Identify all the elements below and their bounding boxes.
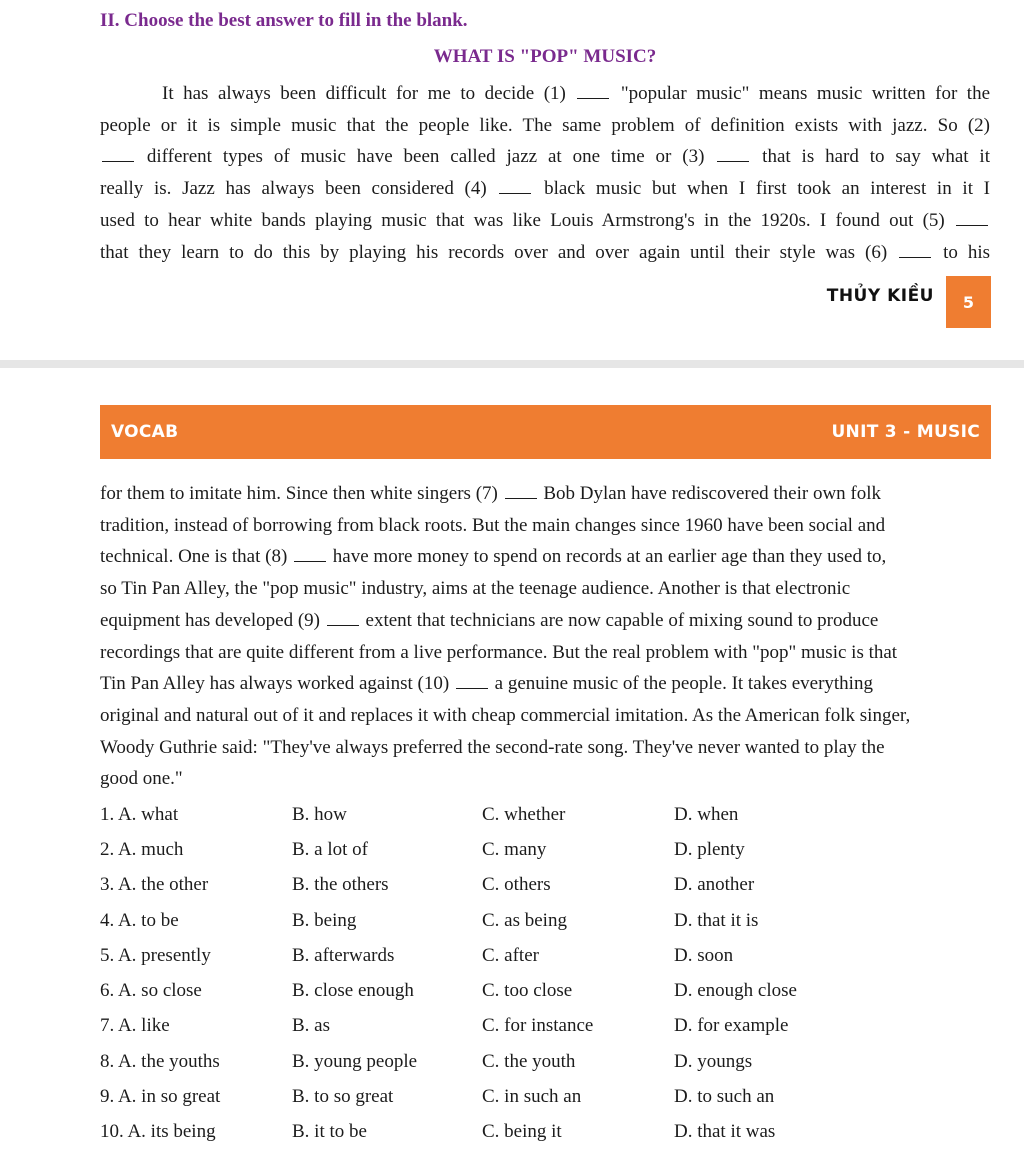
option-c[interactable]: C. being it [482, 1121, 562, 1143]
page-number-badge: 5 [946, 276, 991, 328]
option-c[interactable]: C. the youth [482, 1050, 576, 1072]
answer-blank [956, 224, 988, 226]
passage-line [100, 605, 990, 637]
answer-blank [577, 97, 609, 99]
option-a[interactable]: 7. A. like [100, 1015, 170, 1037]
question-6-options [100, 973, 1000, 1008]
passage-text: Bob Dylan have rediscovered their own folk [538, 483, 882, 504]
passage-text: good one." [100, 768, 183, 790]
footer-author: THỦY KIỀU [826, 286, 934, 306]
option-a[interactable]: 8. A. the youths [100, 1050, 220, 1072]
question-4-options [100, 903, 1000, 938]
option-b[interactable]: B. being [292, 909, 357, 931]
answer-blank [717, 160, 749, 162]
page-divider [0, 360, 1024, 368]
answer-blank [505, 497, 537, 499]
option-b[interactable]: B. young people [292, 1050, 418, 1072]
question-2-options [100, 832, 1000, 867]
option-d[interactable]: D. when [674, 803, 739, 825]
option-c[interactable]: C. after [482, 944, 539, 966]
question-9-options [100, 1079, 1000, 1114]
passage-text: a genuine music of the people. It takes everything [489, 673, 873, 695]
option-d[interactable]: D. soon [674, 944, 734, 966]
passage-text: really is. Jazz has always been considered (4) [100, 178, 498, 200]
option-b[interactable]: B. afterwards [292, 944, 395, 966]
question-5-options [100, 938, 1000, 973]
answer-blank [899, 256, 931, 258]
passage-line [100, 732, 990, 764]
passage-line [100, 78, 990, 110]
option-d[interactable]: D. to such an [674, 1086, 775, 1108]
option-b[interactable]: B. it to be [292, 1121, 367, 1143]
passage-title: WHAT IS "POP" MUSIC? [433, 46, 657, 67]
passage-line [100, 141, 990, 173]
answer-blank [294, 560, 326, 562]
answer-blank [499, 192, 531, 194]
vocab-banner [100, 405, 991, 459]
option-a[interactable]: 10. A. its being [100, 1121, 216, 1143]
option-c[interactable]: C. whether [482, 803, 566, 825]
option-d[interactable]: D. for example [674, 1015, 789, 1037]
option-a[interactable]: 1. A. what [100, 803, 179, 825]
passage-line [100, 173, 990, 205]
option-a[interactable]: 9. A. in so great [100, 1086, 221, 1108]
answer-blank [102, 160, 134, 162]
option-c[interactable]: C. many [482, 838, 547, 860]
passage-text: "popular music" means music written for the [611, 83, 990, 104]
option-a[interactable]: 6. A. so close [100, 980, 202, 1002]
option-c[interactable]: C. others [482, 874, 551, 896]
passage-text: recordings that are quite different from a live performance. But the real problem with "pop" music is that [100, 641, 898, 663]
passage-line [100, 478, 990, 510]
passage-text: It has always been difficult for me to decide (1) [162, 83, 576, 104]
passage-text: Tin Pan Alley has always worked against (10) [100, 673, 454, 695]
passage-text: that they learn to do this by playing his records over and over again until their style was (6) [100, 241, 898, 263]
passage-line [100, 763, 990, 795]
banner-right-label: UNIT 3 - MUSIC [831, 422, 980, 442]
option-a[interactable]: 5. A. presently [100, 944, 211, 966]
option-b[interactable]: B. how [292, 803, 347, 825]
passage-line [100, 541, 990, 573]
option-c[interactable]: C. for instance [482, 1015, 594, 1037]
question-3-options [100, 868, 1000, 903]
passage-paragraph-1 [100, 78, 990, 268]
option-a[interactable]: 4. A. to be [100, 909, 179, 931]
question-8-options [100, 1044, 1000, 1079]
passage-line [100, 237, 990, 269]
passage-line [100, 510, 990, 542]
answer-options-table [100, 797, 1000, 1150]
option-b[interactable]: B. to so great [292, 1086, 394, 1108]
answer-blank [327, 624, 359, 626]
passage-text: different types of music have been called jazz at one time or (3) [136, 146, 716, 168]
passage-text: extent that technicians are now capable of mixing sound to produce [360, 609, 879, 631]
question-7-options [100, 1009, 1000, 1044]
option-d[interactable]: D. another [674, 874, 755, 896]
passage-text: technical. One is that (8) [100, 546, 293, 568]
option-a[interactable]: 2. A. much [100, 838, 184, 860]
option-a[interactable]: 3. A. the other [100, 874, 209, 896]
option-d[interactable]: D. that it was [674, 1121, 776, 1143]
passage-text: black music but when I first took an interest in it I [533, 178, 990, 200]
option-c[interactable]: C. too close [482, 980, 573, 1002]
question-10-options [100, 1115, 1000, 1150]
passage-line [100, 700, 990, 732]
answer-blank [456, 687, 488, 689]
passage-text: people or it is simple music that the people like. The same problem of definition exists with jazz. So (2) [100, 114, 990, 136]
option-c[interactable]: C. in such an [482, 1086, 582, 1108]
passage-text: tradition, instead of borrowing from black roots. But the main changes since 1960 have been social and [100, 514, 886, 536]
passage-paragraph-2 [100, 478, 990, 795]
passage-line [100, 637, 990, 669]
question-1-options [100, 797, 1000, 832]
passage-text: original and natural out of it and replaces it with cheap commercial imitation. As the American folk singer, [100, 704, 911, 726]
option-b[interactable]: B. close enough [292, 980, 414, 1002]
option-d[interactable]: D. plenty [674, 838, 745, 860]
passage-line [100, 573, 990, 605]
passage-line [100, 205, 990, 237]
passage-text: so Tin Pan Alley, the "pop music" industry, aims at the teenage audience. Another is that electronic [100, 578, 851, 600]
passage-text: for them to imitate him. Since then white singers (7) [100, 483, 503, 504]
passage-text: to his [933, 241, 991, 263]
option-b[interactable]: B. as [292, 1015, 330, 1037]
option-d[interactable]: D. that it is [674, 909, 759, 931]
passage-line [100, 668, 990, 700]
passage-text: have more money to spend on records at an earlier age than they used to, [328, 546, 887, 568]
option-c[interactable]: C. as being [482, 909, 567, 931]
option-d[interactable]: D. youngs [674, 1050, 753, 1072]
passage-text: that is hard to say what it [751, 146, 990, 168]
section-heading: II. Choose the best answer to fill in the blank. [100, 10, 468, 31]
passage-text: equipment has developed (9) [100, 609, 325, 631]
banner-left-label: VOCAB [111, 422, 179, 442]
passage-line [100, 110, 990, 142]
passage-text: Woody Guthrie said: "They've always preferred the second-rate song. They've never wanted to play the [100, 736, 885, 758]
option-b[interactable]: B. the others [292, 874, 389, 896]
option-b[interactable]: B. a lot of [292, 838, 368, 860]
passage-text: used to hear white bands playing music that was like Louis Armstrong's in the 1920s. I found out (5) [100, 209, 954, 231]
option-d[interactable]: D. enough close [674, 980, 797, 1002]
